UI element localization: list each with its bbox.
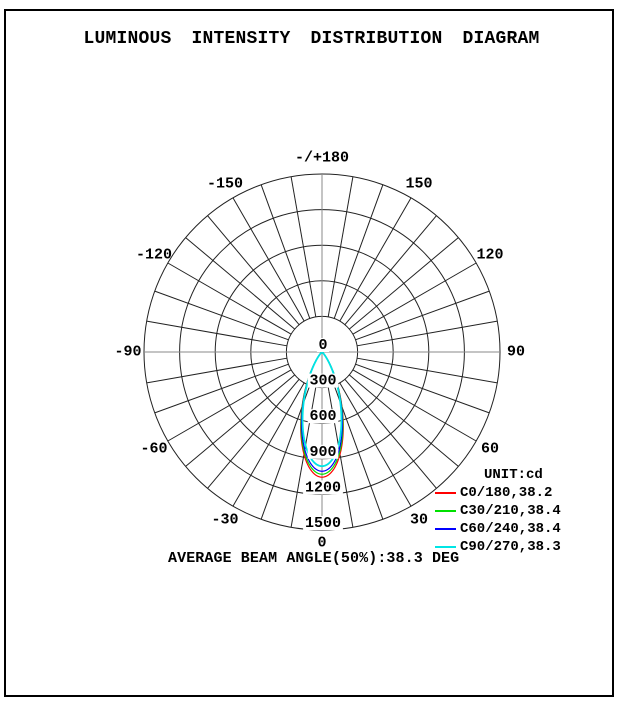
grid-spoke-150 (340, 198, 411, 321)
series-color-swatch-c90-270 (435, 546, 456, 548)
angle-label-0: 0 (317, 534, 327, 552)
angle-label-120: 120 (476, 246, 504, 264)
radial-tick-label-300: 300 (309, 372, 337, 390)
grid-spoke-70 (355, 364, 489, 413)
angle-label--30: -30 (211, 511, 239, 529)
grid-spoke-300 (168, 370, 291, 441)
grid-spoke-250 (155, 291, 289, 340)
grid-spoke-290 (155, 364, 289, 413)
grid-spoke-120 (353, 263, 476, 334)
grid-spoke-170 (328, 177, 353, 317)
angle-label---+180: -/+180 (294, 149, 350, 167)
legend-item-c90-270 (435, 538, 575, 556)
average-beam-angle-note: AVERAGE BEAM ANGLE(50%):38.3 DEG (168, 550, 460, 567)
grid-spoke-80 (357, 358, 497, 383)
legend-item-c60-240 (435, 520, 575, 538)
angle-label-60: 60 (480, 440, 500, 458)
grid-spoke-240 (168, 263, 291, 334)
legend-unit-label: UNIT:cd (484, 467, 543, 483)
grid-spoke-50 (349, 375, 458, 467)
grid-spoke-110 (355, 291, 489, 340)
angle-label--90: -90 (114, 343, 142, 361)
legend-item-c0-180 (435, 484, 575, 502)
angle-label-150: 150 (405, 175, 433, 193)
legend-item-label: C30/210,38.4 (460, 503, 561, 519)
grid-spoke-30 (340, 383, 411, 506)
grid-spoke-100 (357, 321, 497, 346)
legend-item-label: C90/270,38.3 (460, 539, 561, 555)
grid-spoke-320 (208, 379, 300, 488)
grid-spoke-200 (261, 185, 310, 319)
page-title: LUMINOUS INTENSITY DISTRIBUTION DIAGRAM (83, 29, 540, 49)
grid-spoke-260 (147, 321, 287, 346)
angle-label--120: -120 (135, 246, 173, 264)
legend-item-label: C0/180,38.2 (460, 485, 553, 501)
series-color-swatch-c0-180 (435, 492, 456, 494)
grid-spoke-190 (291, 177, 316, 317)
grid-spoke-140 (345, 216, 437, 325)
legend-item-c30-210 (435, 502, 575, 520)
legend-item-label: C60/240,38.4 (460, 521, 561, 537)
grid-spoke-60 (353, 370, 476, 441)
angle-label-30: 30 (409, 511, 429, 529)
angle-label--60: -60 (140, 440, 168, 458)
grid-spoke-280 (147, 358, 287, 383)
grid-spoke-330 (233, 383, 304, 506)
radial-tick-label-0: 0 (318, 337, 328, 354)
angle-label--150: -150 (206, 175, 244, 193)
radial-tick-label-900: 900 (309, 443, 337, 461)
grid-spoke-230 (186, 238, 295, 330)
radial-tick-label-1500: 1500 (304, 515, 342, 532)
radial-tick-label-600: 600 (309, 408, 337, 426)
series-color-swatch-c60-240 (435, 528, 456, 530)
grid-spoke-160 (334, 185, 383, 319)
grid-spoke-130 (349, 238, 458, 330)
grid-spoke-40 (345, 379, 437, 488)
series-color-swatch-c30-210 (435, 510, 456, 512)
grid-spoke-220 (208, 216, 300, 325)
radial-tick-label-1200: 1200 (304, 479, 342, 497)
legend (435, 467, 575, 556)
angle-label-90: 90 (506, 343, 526, 361)
grid-spoke-210 (233, 198, 304, 321)
grid-spoke-310 (186, 375, 295, 467)
